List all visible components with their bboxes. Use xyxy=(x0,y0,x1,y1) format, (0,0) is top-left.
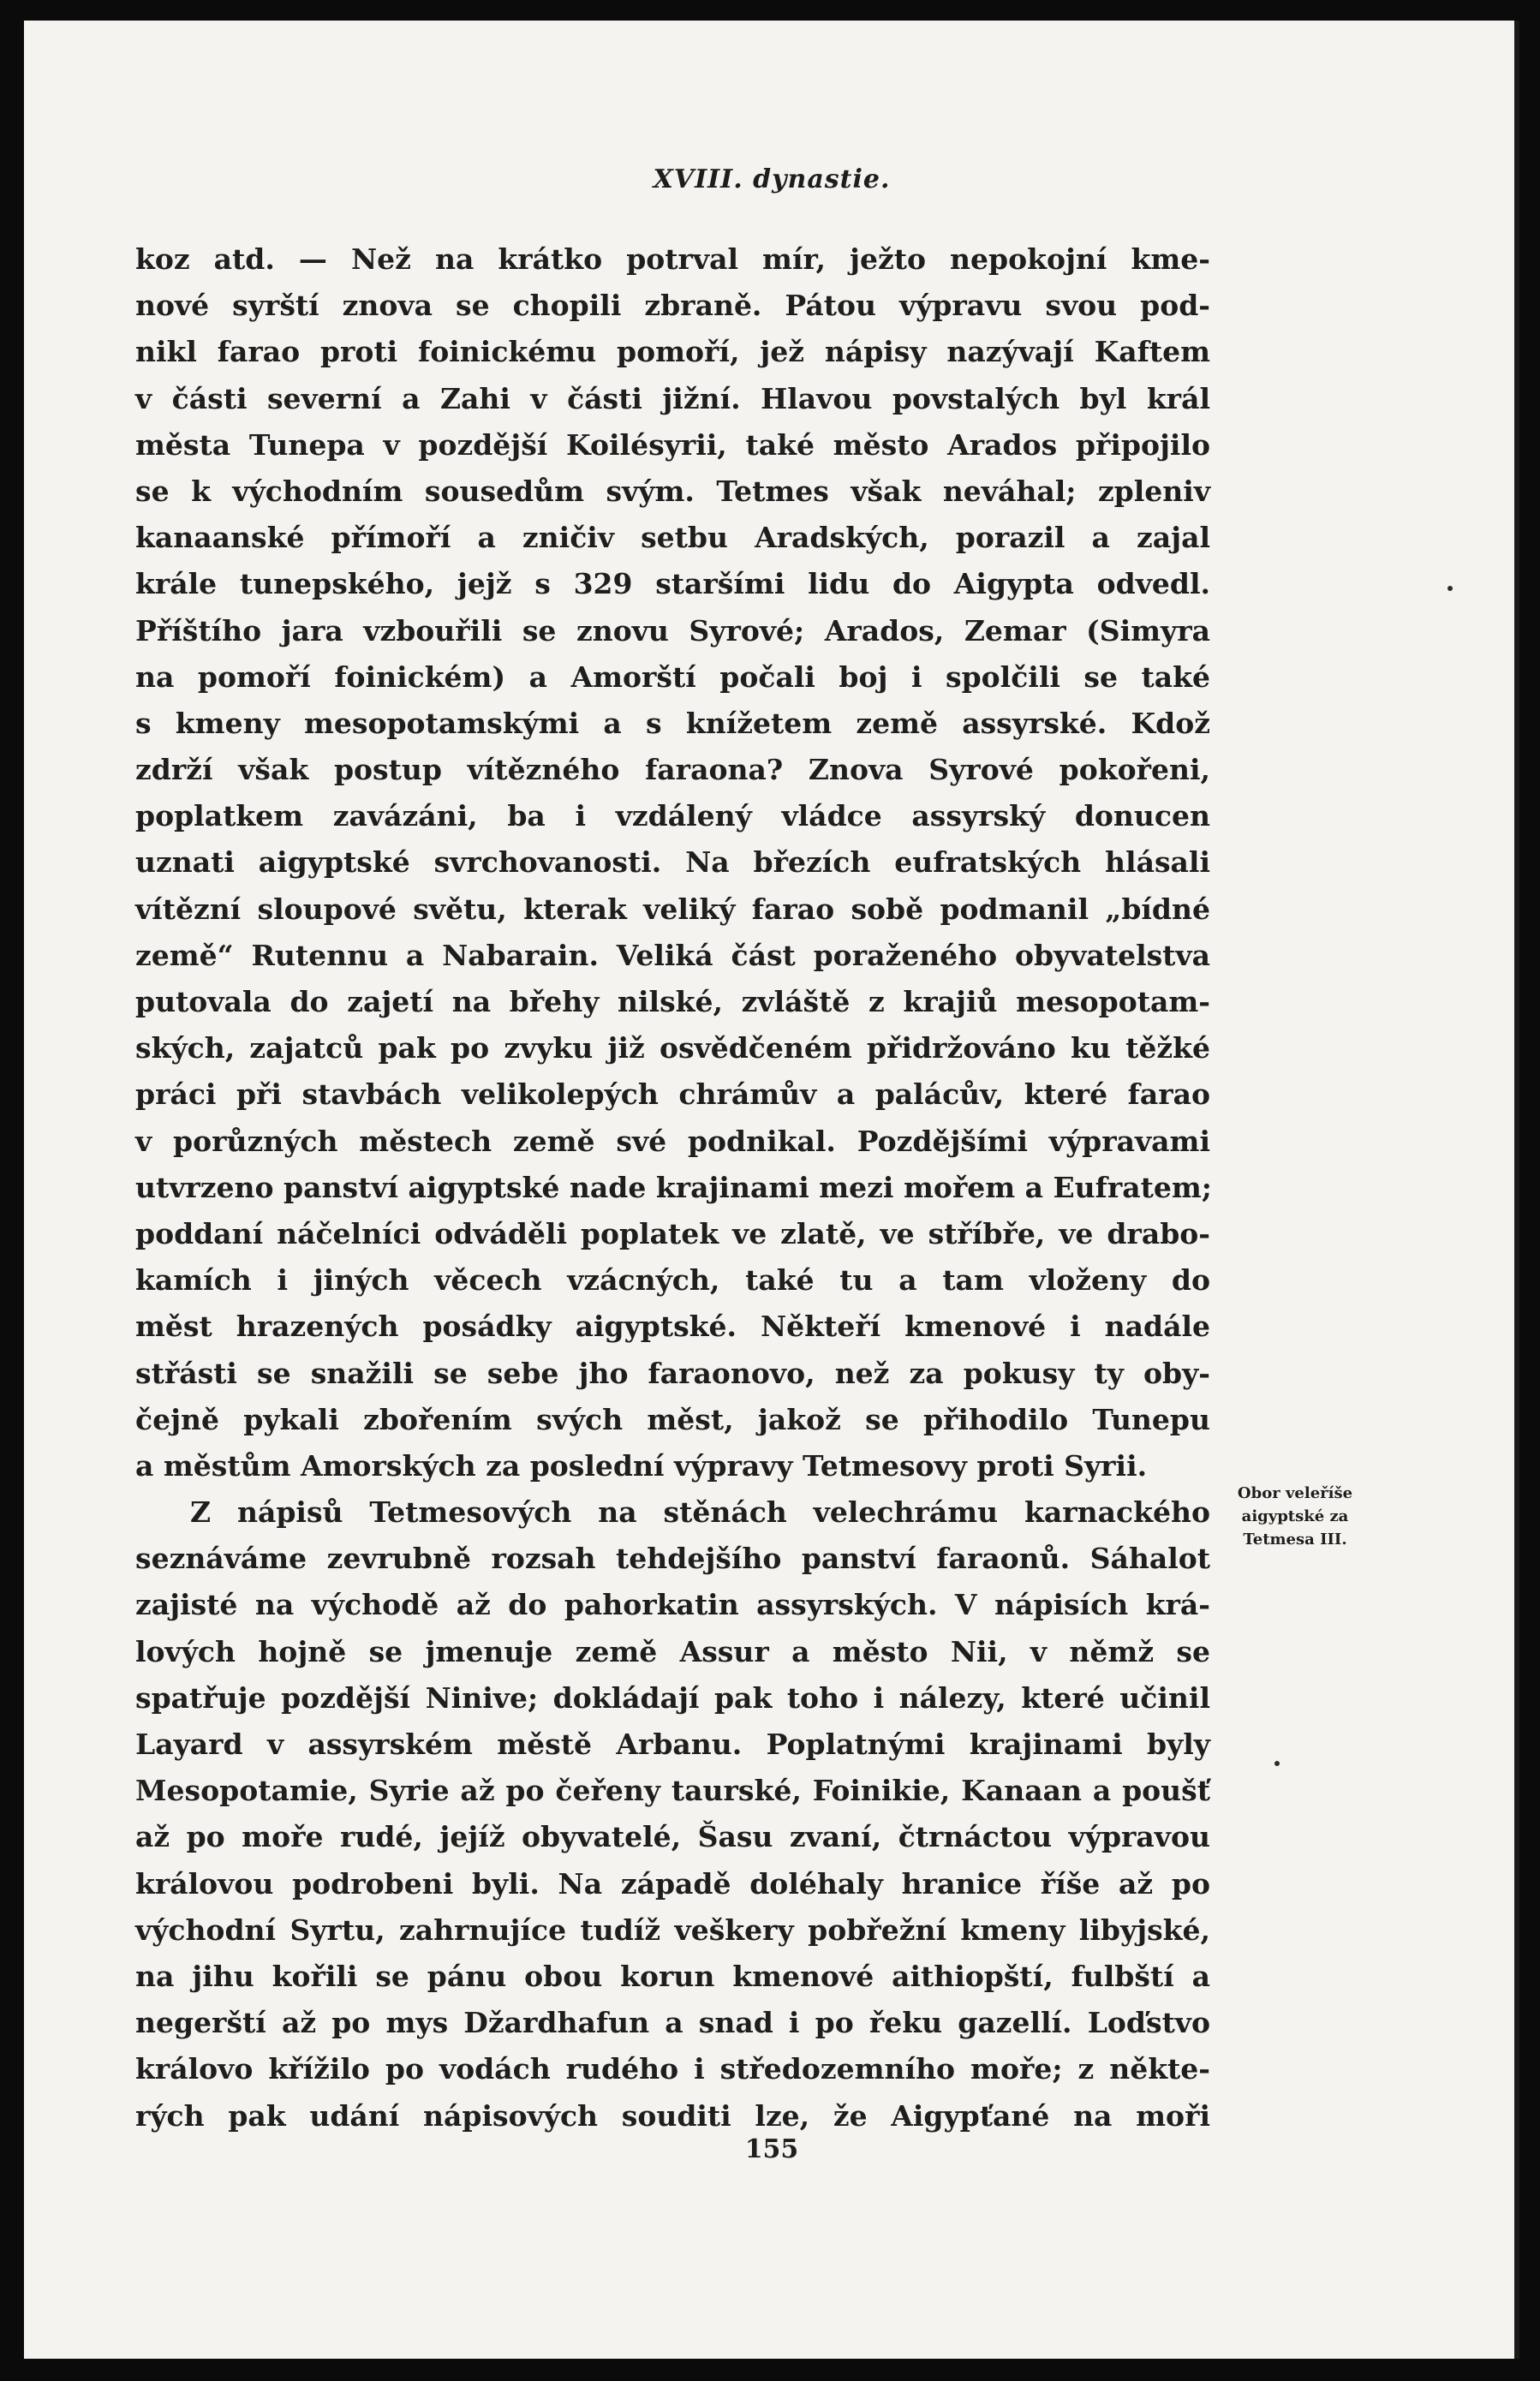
text-line: koz atd. — Než na krátko potrval mír, ježto nepokojní kme- xyxy=(135,242,1210,276)
text-line: nové syrští znova se chopili zbraně. Pátou výpravu svou pod- xyxy=(135,289,1210,323)
text-line: krále tunepského, jejž s 329 staršími lidu do Aigypta odvedl. xyxy=(135,567,1210,601)
text-line: nikl farao proti foinickému pomoří, jež nápisy nazývají Kaftem xyxy=(135,335,1210,369)
text-line: na pomoří foinickém) a Amorští počali boj i spolčili se také xyxy=(135,659,1210,694)
print-speck xyxy=(1447,586,1453,591)
text-line: země“ Rutennu a Nabarain. Veliká část poraženého obyvatelstva xyxy=(135,938,1210,972)
text-line: východní Syrtu, zahrnujíce tudíž veškery pobřežní kmeny libyjské, xyxy=(135,1913,1210,1947)
margin-note xyxy=(1227,1482,1364,1551)
text-line: až po moře rudé, jejíž obyvatelé, Šasu zvaní, čtrnáctou výpravou xyxy=(135,1820,1210,1854)
text-line: Z nápisů Tetmesových na stěnách velechrámu karnackého xyxy=(190,1495,1210,1530)
text-line: a městům Amorských za poslední výpravy Tetmesovy proti Syrii. xyxy=(135,1448,1148,1483)
text-line: střásti se snažili se sebe jho faraonovo, než za pokusy ty oby- xyxy=(135,1356,1210,1390)
text-line: se k východním sousedům svým. Tetmes však neváhal; zpleniv xyxy=(135,474,1210,508)
text-line: v části severní a Zahi v části jižní. Hlavou povstalých byl král xyxy=(135,381,1210,415)
book-page xyxy=(24,21,1519,2359)
text-line: práci při stavbách velikolepých chrámův a palácův, které farao xyxy=(135,1077,1210,1112)
text-line: v porůzných městech země své podnikal. Pozdějšími výpravami xyxy=(135,1124,1210,1158)
text-line: královo křížilo po vodách rudého i středozemního moře; z někte- xyxy=(135,2052,1210,2086)
text-line: poddaní náčelníci odváděli poplatek ve zlatě, ve stříbře, ve drabo- xyxy=(135,1216,1210,1250)
text-line: královou podrobeni byli. Na západě doléhaly hranice říše až po xyxy=(135,1866,1210,1901)
page-number: 155 xyxy=(744,2134,799,2164)
text-line: kanaanské přímoří a zničiv setbu Aradských, porazil a zajal xyxy=(135,521,1210,555)
text-line: utvrzeno panství aigyptské nade krajinami mezi mořem a Eufratem; xyxy=(135,1170,1212,1204)
text-line: rých pak udání nápisových souditi lze, že Aigypťané na moři xyxy=(135,2098,1210,2133)
text-line: kamích i jiných věcech vzácných, také tu a tam vloženy do xyxy=(135,1263,1210,1298)
text-line: Příštího jara vzbouřili se znovu Syrové; Arados, Zemar (Simyra xyxy=(135,613,1210,647)
body-text xyxy=(135,236,1210,2139)
running-header: XVIII. dynastie. xyxy=(653,164,891,194)
text-line: ských, zajatců pak po zvyku již osvědčeném přidržováno ku těžké xyxy=(135,1031,1210,1065)
margin-note-line: Tetmesa III. xyxy=(1243,1531,1347,1549)
text-line: spatřuje pozdější Ninive; dokládají pak toho i nálezy, které učinil xyxy=(135,1680,1210,1715)
text-line: čejně pykali zbořením svých měst, jakož se přihodilo Tunepu xyxy=(135,1402,1210,1436)
text-line: Mesopotamie, Syrie až po čeřeny taurské, Foinikie, Kanaan a poušť xyxy=(135,1774,1210,1808)
text-line: uznati aigyptské svrchovanosti. Na březích eufratských hlásali xyxy=(135,845,1210,880)
text-line: měst hrazených posádky aigyptské. Někteří kmenové i nadále xyxy=(135,1310,1210,1344)
text-line: seznáváme zevrubně rozsah tehdejšího panství faraonů. Sáhalot xyxy=(135,1542,1210,1576)
text-line: lových hojně se jmenuje země Assur a město Nii, v němž se xyxy=(135,1634,1210,1668)
text-line: putovala do zajetí na břehy nilské, zvláště z krajiů mesopotam- xyxy=(135,985,1210,1018)
page-edge-shadow xyxy=(1514,21,1519,2359)
print-speck xyxy=(1274,1761,1280,1766)
text-line: poplatkem zavázáni, ba i vzdálený vládce assyrský donucen xyxy=(135,799,1210,833)
text-line: zajisté na východě až do pahorkatin assyrských. V nápisích krá- xyxy=(135,1588,1210,1622)
text-line: Layard v assyrském městě Arbanu. Poplatnými krajinami byly xyxy=(135,1728,1210,1761)
margin-note-line: aigyptské za xyxy=(1241,1507,1349,1525)
text-line: na jihu kořili se pánu obou korun kmenové aithiopští, fulbští a xyxy=(135,1959,1210,1993)
text-line: negerští až po mys Džardhafun a snad i po řeku gazellí. Loďstvo xyxy=(135,2006,1210,2040)
margin-note-line: Obor veleříše xyxy=(1237,1484,1353,1502)
text-line: s kmeny mesopotamskými a s knížetem země assyrské. Kdož xyxy=(135,706,1210,740)
text-line: města Tunepa v pozdější Koilésyrii, také město Arados připojilo xyxy=(135,427,1210,462)
text-line: zdrží však postup vítězného faraona? Znova Syrové pokořeni, xyxy=(135,753,1210,787)
text-line: vítězní sloupové světu, kterak veliký farao sobě podmanil „bídné xyxy=(135,892,1210,926)
